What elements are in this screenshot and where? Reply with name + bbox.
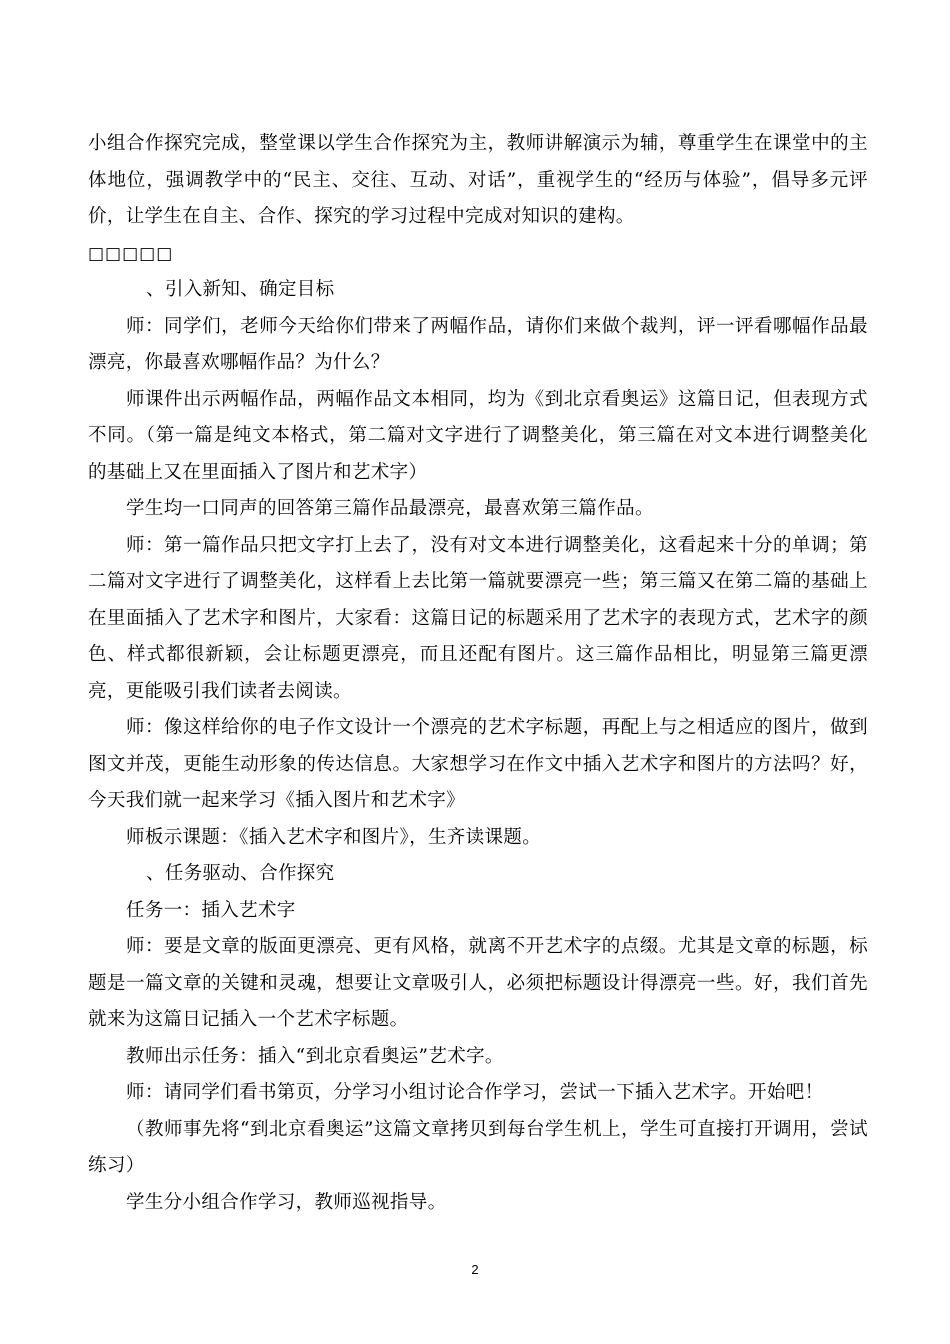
section-heading-introduce: 、引入新知、确定目标 [146, 279, 335, 300]
paragraph-preparation-note: （教师事先将“到北京看奥运”这篇文章拷贝到每台学生机上，学生可直接打开调用，尝试练习） [88, 1118, 868, 1176]
paragraph-teacher-motivate: 师：像这样给你的电子作文设计一个漂亮的艺术字标题，再配上与之相适应的图片，做到图文并茂，更能生动形象的传达信息。大家想学习在作文中插入艺术字和图片的方法吗？好，今天我们就一起来学习《插入图片和艺术字》 [88, 717, 868, 811]
paragraph-group-work: 学生分小组合作学习，教师巡视指导。 [126, 1191, 447, 1213]
paragraph-intro-continuation: 小组合作探究完成，整堂课以学生合作探究为主，教师讲解演示为辅，尊重学生在课堂中的主体地位，强调教学中的“民主、交往、互动、对话”，重视学生的“经历与体验”，倡导多元评价，让学生在自主、合作、探究的学习过程中完成对知识的建构。 [88, 133, 868, 227]
paragraph-group-discussion: 师：请同学们看书第页，分学习小组讨论合作学习，尝试一下插入艺术字。开始吧！ [126, 1082, 824, 1103]
section-heading-task-driven: 、任务驱动、合作探究 [146, 863, 335, 884]
paragraph-show-works: 师课件出示两幅作品，两幅作品文本相同，均为《到北京看奥运》这篇日记，但表现方式不同。（第一篇是纯文本格式，第二篇对文字进行了调整美化，第三篇在对文本进行调整美化的基础上又在里面插入了图片和艺术字） [88, 388, 868, 483]
body-text [88, 126, 868, 1221]
placeholder-boxes: □□□□□ [88, 243, 174, 264]
paragraph-task-display: 教师出示任务：插入“到北京看奥运”艺术字。 [126, 1045, 504, 1067]
paragraph-teacher-compare: 师：第一篇作品只把文字打上去了，没有对文本进行调整美化，这看起来十分的单调；第二篇对文字进行了调整美化，这样看上去比第一篇就要漂亮一些；第三篇又在第二篇的基础上在里面插入了艺术字和图片，大家看：这篇日记的标题采用了艺术字的表现方式，艺术字的颜色、样式都很新颖，会让标题更漂亮，而且还配有图片。这三篇作品相比，明显第三篇更漂亮，更能吸引我们读者去阅读。 [88, 534, 868, 702]
task-one-title: 任务一：插入艺术字 [126, 899, 296, 921]
paragraph-wordart-importance: 师：要是文章的版面更漂亮、更有风格，就离不开艺术字的点缀。尤其是文章的标题，标题是一篇文章的关键和灵魂，想要让文章吸引人，必须把标题设计得漂亮一些。好，我们首先就来为这篇日记插入一个艺术字标题。 [88, 936, 868, 1030]
paragraph-teacher-question: 师：同学们，老师今天给你们带来了两幅作品，请你们来做个裁判，评一评看哪幅作品最漂亮，你最喜欢哪幅作品？为什么？ [88, 315, 868, 373]
page-number: 2 [471, 1262, 479, 1277]
paragraph-student-answer: 学生均一口同声的回答第三篇作品最漂亮，最喜欢第三篇作品。 [126, 498, 654, 519]
paragraph-board-title: 师板示课题：《插入艺术字和图片》，生齐读课题。 [126, 826, 542, 848]
